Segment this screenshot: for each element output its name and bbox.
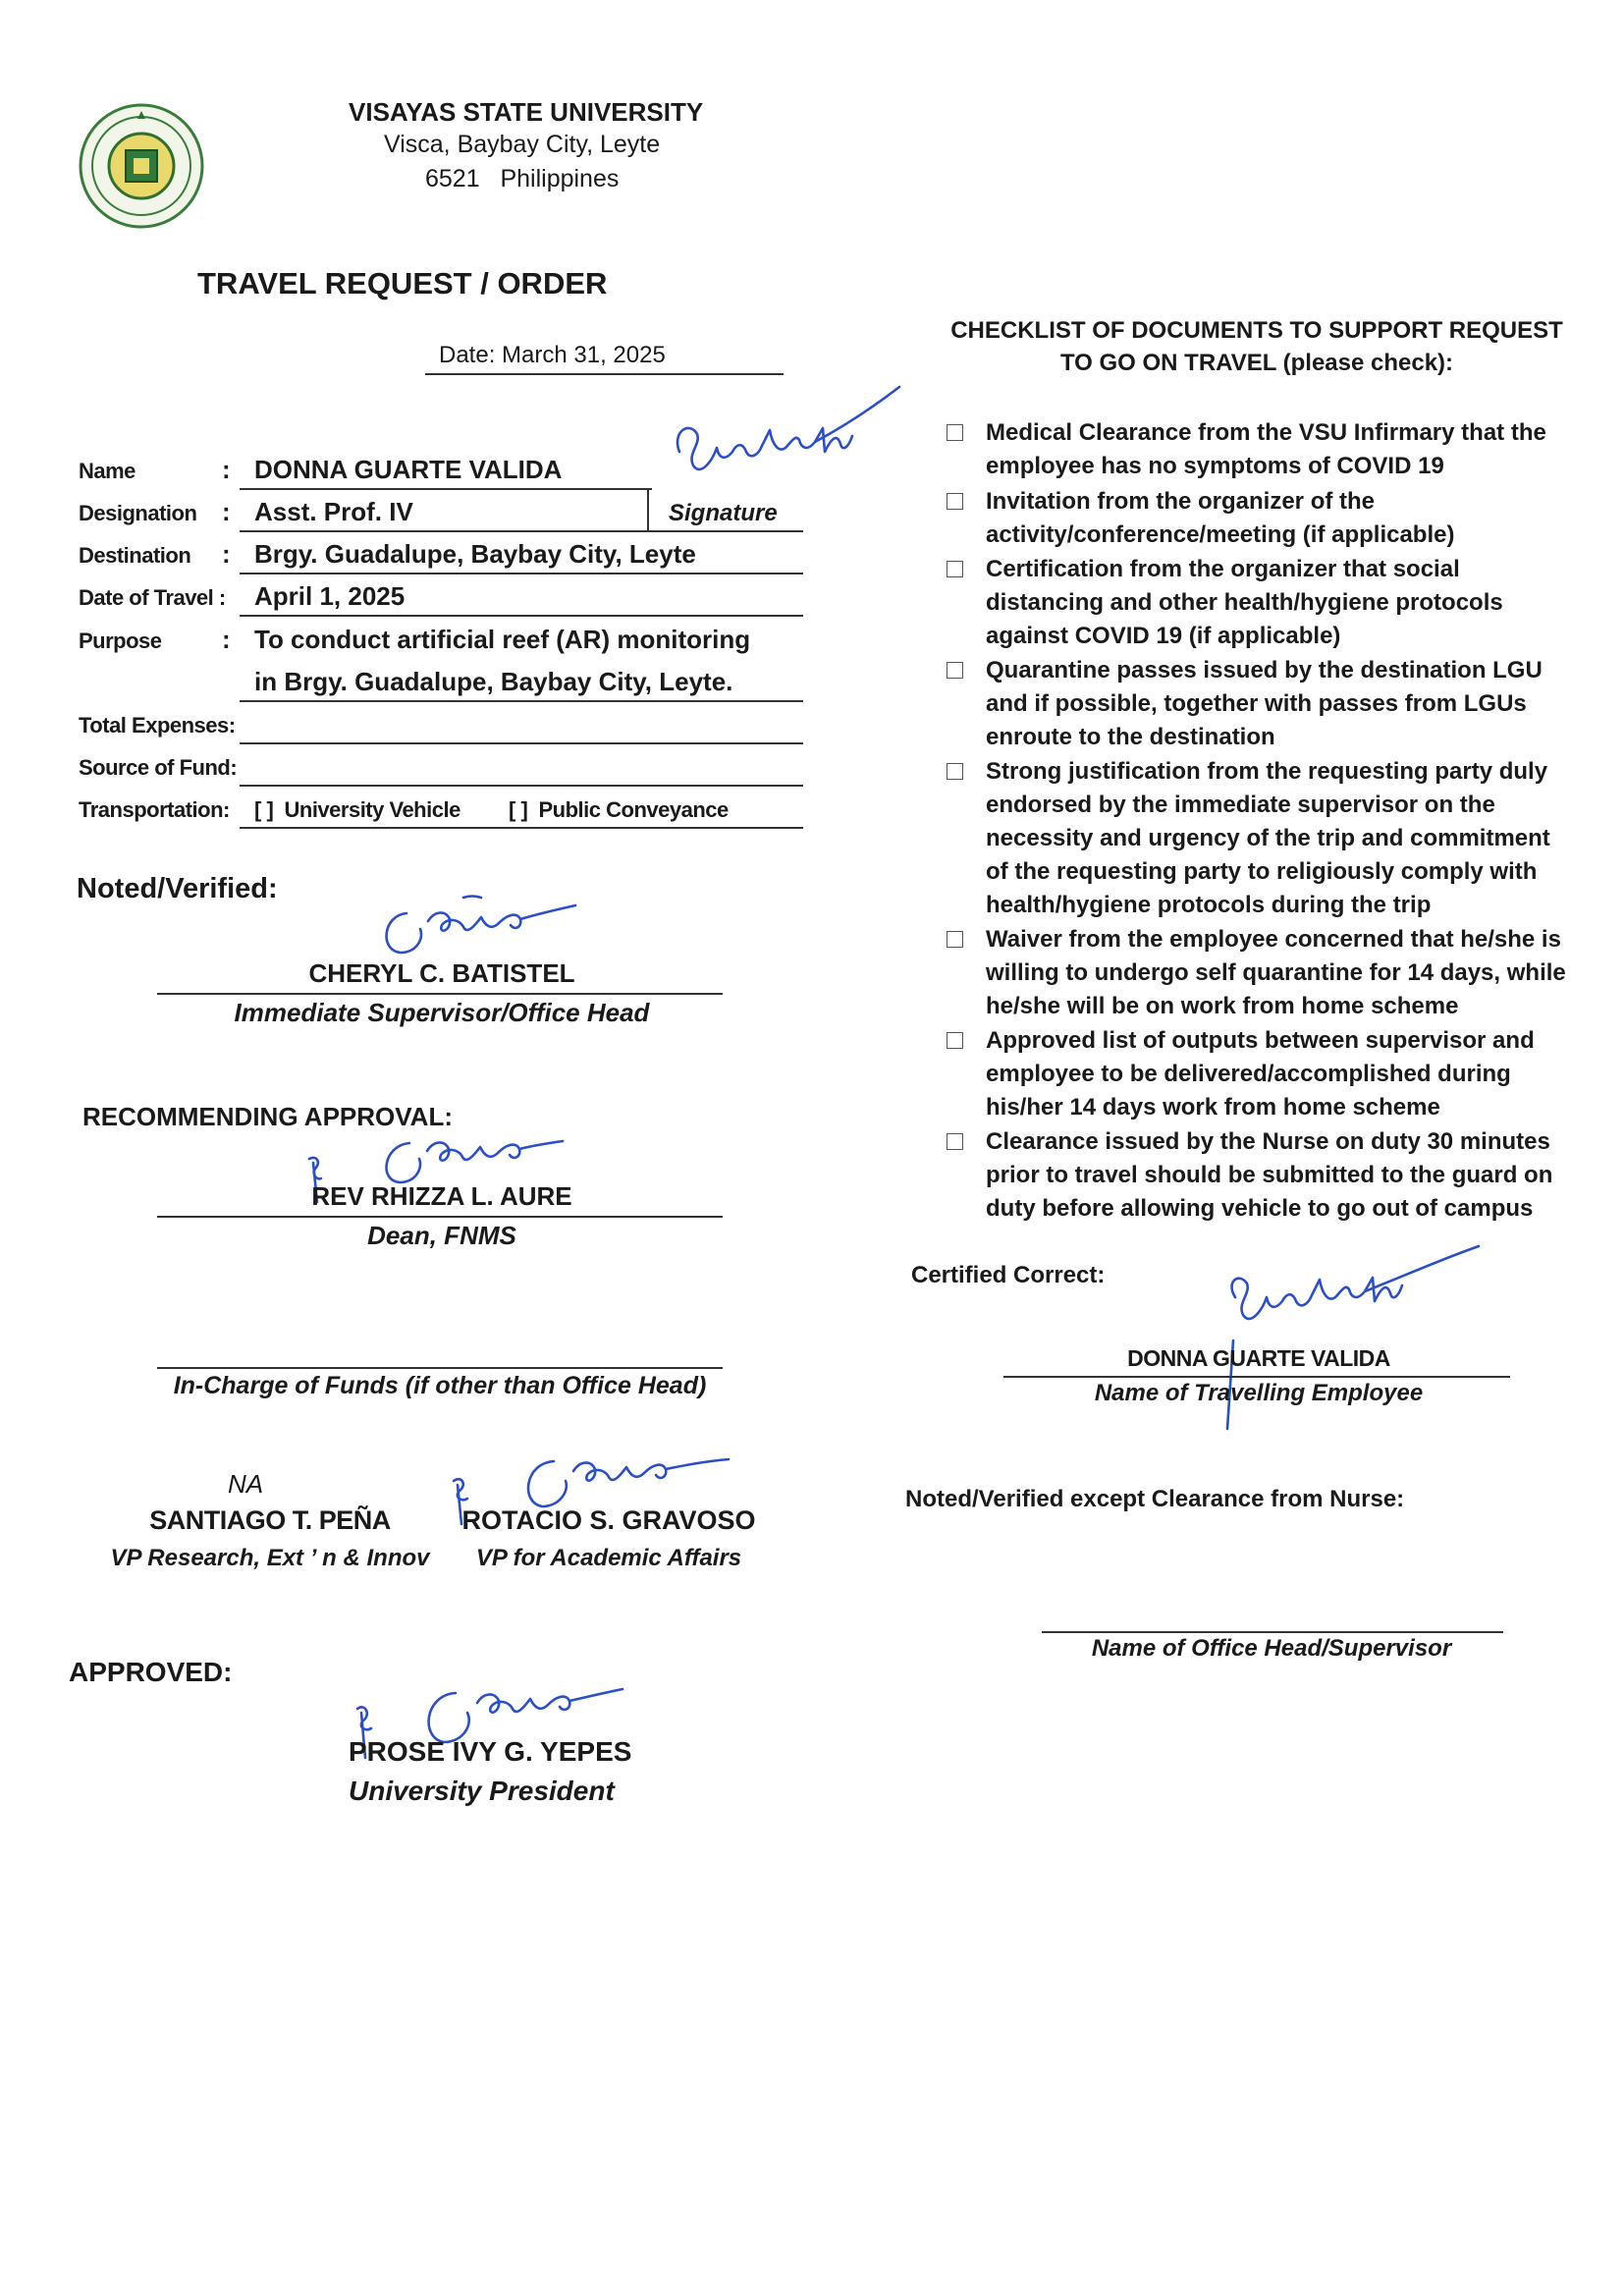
vp-research-title: VP Research, Ext ’ n & Innov bbox=[110, 1545, 430, 1571]
travelling-employee-name: DONNA GUARTE VALIDA bbox=[1127, 1345, 1390, 1371]
name-colon: : bbox=[222, 455, 231, 484]
travelling-employee-underline bbox=[1003, 1376, 1510, 1378]
applicant-signature bbox=[668, 383, 903, 491]
total-expenses-label: Total Expenses: bbox=[79, 713, 236, 738]
purpose-line-1: To conduct artificial reef (AR) monitoring bbox=[254, 625, 751, 654]
date-underline bbox=[425, 373, 784, 375]
supervisor-name: CHERYL C. BATISTEL bbox=[308, 958, 575, 988]
destination-label: Destination bbox=[79, 543, 191, 568]
designation-value: Asst. Prof. IV bbox=[254, 497, 413, 526]
checkbox-certification[interactable] bbox=[947, 561, 963, 577]
vp-academic-title: VP for Academic Affairs bbox=[475, 1545, 742, 1571]
checkbox-approved-outputs[interactable] bbox=[947, 1032, 963, 1049]
date-of-travel-label: Date of Travel : bbox=[79, 585, 226, 610]
checkbox-waiver[interactable] bbox=[947, 931, 963, 948]
vp-research-na: NA bbox=[228, 1469, 264, 1499]
purpose-colon: : bbox=[222, 625, 231, 654]
date-of-travel-underline bbox=[240, 615, 803, 617]
dean-title: Dean, FNMS bbox=[367, 1221, 516, 1250]
source-of-fund-label: Source of Fund: bbox=[79, 755, 238, 780]
certified-correct-label: Certified Correct: bbox=[911, 1262, 1106, 1288]
total-expenses-underline bbox=[240, 742, 803, 744]
checklist-item-8-line-2: prior to travel should be submitted to the guard on bbox=[986, 1162, 1553, 1188]
dean-name: REV RHIZZA L. AURE bbox=[311, 1181, 572, 1211]
dean-name-underline bbox=[157, 1216, 723, 1218]
checklist-item-strong-justification bbox=[986, 755, 1595, 922]
checklist-item-5-line-5: health/hygiene protocols during the trip bbox=[986, 892, 1432, 918]
checklist-item-5-line-2: endorsed by the immediate supervisor on the bbox=[986, 792, 1495, 818]
office-head-underline bbox=[1042, 1631, 1503, 1633]
purpose-line-2: in Brgy. Guadalupe, Baybay City, Leyte. bbox=[254, 667, 733, 696]
checkbox-nurse-clearance[interactable] bbox=[947, 1133, 963, 1150]
checklist-item-waiver bbox=[986, 923, 1595, 1023]
request-date: Date: March 31, 2025 bbox=[439, 342, 666, 368]
transportation-underline bbox=[240, 827, 803, 829]
checklist-item-4-line-2: and if possible, together with passes from LGUs bbox=[986, 690, 1527, 717]
checklist-item-8-line-3: duty before allowing vehicle to go out of campus bbox=[986, 1195, 1534, 1222]
transport-public-conveyance: [ ] Public Conveyance bbox=[509, 797, 729, 822]
office-head-title: Name of Office Head/Supervisor bbox=[1091, 1635, 1452, 1662]
transport-university-vehicle: [ ] University Vehicle bbox=[254, 797, 460, 822]
name-label: Name bbox=[79, 459, 135, 483]
checkbox-strong-justification[interactable] bbox=[947, 763, 963, 780]
checklist-item-6-line-1: Waiver from the employee concerned that he/she is bbox=[986, 926, 1561, 953]
checklist-heading-line-1: CHECKLIST OF DOCUMENTS TO SUPPORT REQUEST bbox=[950, 317, 1563, 344]
supervisor-name-underline bbox=[157, 993, 723, 995]
checklist-item-6-line-3: he/she will be on work from home scheme bbox=[986, 993, 1459, 1019]
funds-underline bbox=[157, 1367, 723, 1369]
checklist-item-7-line-2: employee to be delivered/accomplished during bbox=[986, 1061, 1511, 1087]
noted-except-nurse-label: Noted/Verified except Clearance from Nurse: bbox=[905, 1486, 1405, 1512]
date-of-travel-value: April 1, 2025 bbox=[254, 581, 406, 611]
purpose-label: Purpose bbox=[79, 629, 162, 653]
checkbox-quarantine-passes[interactable] bbox=[947, 662, 963, 679]
purpose-underline bbox=[240, 700, 803, 702]
checkbox-invitation[interactable] bbox=[947, 493, 963, 510]
funds-title: In-Charge of Funds (if other than Office Head) bbox=[173, 1372, 707, 1399]
address-line-1: Visca, Baybay City, Leyte bbox=[384, 131, 661, 158]
recommending-approval-label: RECOMMENDING APPROVAL: bbox=[82, 1102, 453, 1131]
checkbox-medical-clearance[interactable] bbox=[947, 424, 963, 441]
signature-label: Signature bbox=[669, 500, 778, 526]
checklist-item-1-line-1: Medical Clearance from the VSU Infirmary that the bbox=[986, 419, 1546, 446]
noted-verified-label: Noted/Verified: bbox=[77, 873, 278, 904]
supervisor-title: Immediate Supervisor/Office Head bbox=[234, 998, 650, 1027]
destination-colon: : bbox=[222, 539, 231, 569]
checklist-heading-line-2: TO GO ON TRAVEL (please check): bbox=[1059, 350, 1454, 376]
designation-colon: : bbox=[222, 497, 231, 526]
president-name: PROSE IVY G. YEPES bbox=[349, 1736, 632, 1767]
address-line-2: 6521 Philippines bbox=[425, 165, 620, 192]
checklist-item-4-line-3: enroute to the destination bbox=[986, 724, 1275, 750]
checklist-item-3-line-3: against COVID 19 (if applicable) bbox=[986, 623, 1341, 649]
vp-research-name: SANTIAGO T. PEÑA bbox=[149, 1505, 391, 1535]
designation-underline bbox=[240, 530, 803, 532]
university-seal bbox=[77, 101, 206, 231]
name-value: DONNA GUARTE VALIDA bbox=[254, 455, 563, 484]
checklist-item-1-line-2: employee has no symptoms of COVID 19 bbox=[986, 453, 1444, 479]
travelling-employee-title: Name of Travelling Employee bbox=[1094, 1380, 1424, 1406]
vp-academic-name: ROTACIO S. GRAVOSO bbox=[461, 1505, 756, 1535]
signature-box-divider bbox=[647, 489, 649, 530]
transportation-label: Transportation: bbox=[79, 797, 230, 822]
checklist-item-quarantine-passes bbox=[986, 654, 1595, 754]
checklist-item-4-line-1: Quarantine passes issued by the destination LGU bbox=[986, 657, 1543, 683]
checklist-item-invitation bbox=[986, 485, 1595, 552]
checklist-item-approved-outputs bbox=[986, 1024, 1595, 1124]
checklist-item-7-line-1: Approved list of outputs between supervisor and bbox=[986, 1027, 1535, 1054]
president-title: University President bbox=[349, 1776, 615, 1806]
checklist-item-8-line-1: Clearance issued by the Nurse on duty 30 minutes bbox=[986, 1128, 1550, 1155]
checklist-item-7-line-3: his/her 14 days work from home scheme bbox=[986, 1094, 1440, 1121]
checklist-item-3-line-2: distancing and other health/hygiene protocols bbox=[986, 589, 1503, 616]
checklist-item-3-line-1: Certification from the organizer that social bbox=[986, 556, 1460, 582]
source-of-fund-underline bbox=[240, 785, 803, 787]
checklist-item-certification bbox=[986, 553, 1595, 653]
checklist-item-6-line-2: willing to undergo self quarantine for 14 days, while bbox=[986, 959, 1566, 986]
university-name: VISAYAS STATE UNIVERSITY bbox=[349, 97, 704, 127]
checklist-item-nurse-clearance bbox=[986, 1125, 1595, 1226]
form-title: TRAVEL REQUEST / ORDER bbox=[197, 266, 608, 301]
checklist-item-2-line-2: activity/conference/meeting (if applicable) bbox=[986, 521, 1455, 548]
destination-underline bbox=[240, 573, 803, 574]
designation-label: Designation bbox=[79, 501, 197, 525]
destination-value: Brgy. Guadalupe, Baybay City, Leyte bbox=[254, 539, 696, 569]
checklist-item-5-line-3: necessity and urgency of the trip and commitment bbox=[986, 825, 1550, 851]
name-underline bbox=[240, 488, 652, 490]
checklist-item-5-line-1: Strong justification from the requesting party duly bbox=[986, 758, 1548, 785]
checklist-item-2-line-1: Invitation from the organizer of the bbox=[986, 488, 1376, 515]
checklist-item-5-line-4: of the requesting party to religiously comply with bbox=[986, 858, 1538, 885]
checklist-item-medical-clearance bbox=[986, 416, 1595, 483]
approved-label: APPROVED: bbox=[69, 1657, 233, 1687]
